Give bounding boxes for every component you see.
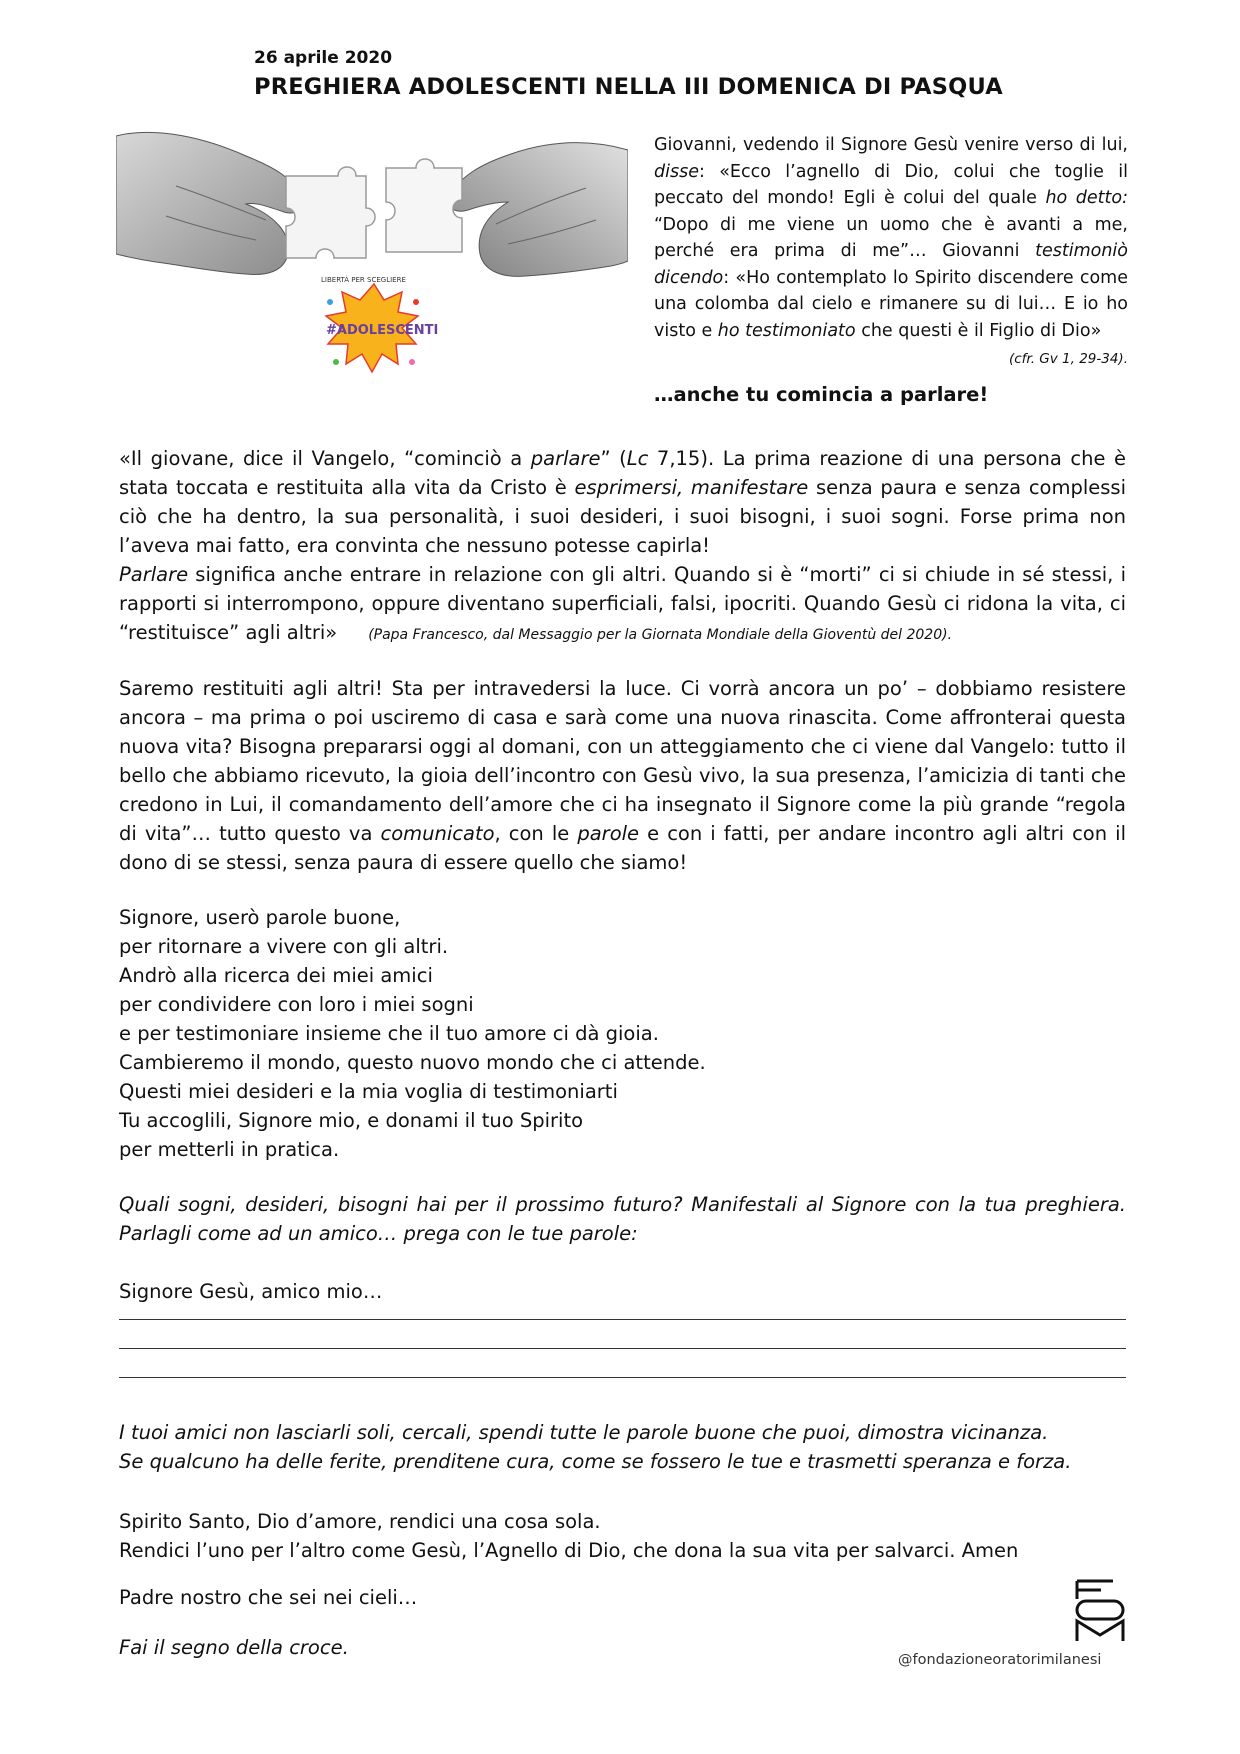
date: 26 aprile 2020	[254, 48, 393, 68]
prayer-verses	[119, 903, 1126, 1164]
reflection-paragraph: Saremo restituiti agli altri! Sta per intravedersi la luce. Ci vorrà ancora un po’ – dobbiamo resistere ancora – ma prima o poi usciremo di casa e sarà come una nuova rinascita. Come affronterai questa nuova vita? Bisogna prepararsi oggi al domani, con un atteggiamento che ci viene dal Vangelo: tutto il bello che abbiamo ricevuto, la gioia dell’incontro con Gesù vivo, la sua presenza, l’amicizia di tanti che credono in Lui, il comandamento dell’amore che ci ha insegnato il Signore come la più grande “regola di vita”… tutto questo va comunicato, con le parole e con i fatti, per andare incontro agli altri con il dono di se stessi, senza paura di essere quello che siamo!	[119, 677, 1126, 874]
gospel-text: ho detto:	[1045, 188, 1129, 208]
right-puzzle-piece	[386, 159, 462, 252]
social-handle: @fondazioneoratorimilanesi	[898, 1652, 1102, 1668]
prayer-line: per ritornare a vivere con gli altri.	[119, 935, 449, 958]
prayer-line: Cambieremo il mondo, questo nuovo mondo che ci attende.	[119, 1051, 706, 1074]
svg-text:#ADOLESCENTI: #ADOLESCENTI	[326, 323, 439, 338]
gospel-passage	[654, 132, 1128, 373]
gospel-text: che questi è il Figlio di Dio»	[855, 320, 1102, 341]
prayer-line: per metterli in pratica.	[119, 1138, 340, 1161]
svg-text:LIBERTÀ PER SCEGLIERE: LIBERTÀ PER SCEGLIERE	[321, 276, 406, 284]
gospel-text: Giovanni, vedendo il Signore Gesù venire verso di lui,	[654, 135, 1128, 155]
svg-text:FOM: FOM	[1073, 1577, 1076, 1578]
writing-line[interactable]	[119, 1319, 1126, 1320]
closing-prayer: Spirito Santo, Dio d’amore, rendici una cosa sola. Rendici l’uno per l’altro come Gesù, l’Agnello di Dio, che dona la sua vita per salvarci. Amen	[119, 1510, 1019, 1562]
left-hand	[116, 132, 303, 274]
hands-puzzle-illustration	[116, 116, 628, 391]
quote-reference: (Papa Francesco, dal Messaggio per la Giornata Mondiale della Gioventù del 2020).	[368, 627, 953, 643]
right-hand	[449, 143, 628, 277]
prayer-line: Tu accoglili, Signore mio, e donami il tuo Spirito	[119, 1109, 584, 1132]
pope-quote: «Il giovane, dice il Vangelo, “cominciò a parlare” (Lc 7,15). La prima reazione di una persona che è stata toccata e restituita alla vita da Cristo è esprimersi, manifestare senza paura e senza complessi ciò che ha dentro, la sua personalità, i suoi desideri, i suoi bisogni, i suoi sogni. Forse prima non l’aveva mai fatto, era convinta che nessuno potesse capirla! Parlare significa anche entrare in relazione con gli altri. Quando si è “morti” ci si chiude in sé stessi, i rapporti si interrompono, oppure diventano superficiali, falsi, ipocriti. Quando Gesù ci ridona la vita, ci “restituisce” agli altri» (Papa Francesco, dal Messaggio per la Giornata Mondiale della Gioventù del 2020).	[119, 447, 1126, 644]
sign-of-cross: Fai il segno della croce.	[119, 1636, 349, 1659]
prayer-line: e per testimoniare insieme che il tuo amore ci dà gioia.	[119, 1022, 659, 1045]
gospel-text: : «Ecco l’agnello di Dio, colui che toglie il peccato del mondo! Egli è colui del quale	[654, 161, 1128, 208]
prayer-line: Questi miei desideri e la mia voglia di testimoniarti	[119, 1080, 618, 1103]
gospel-text: ho testimoniato	[717, 320, 856, 341]
gospel-text: : «Ho contemplato lo Spirito discendere come una colomba dal cielo e rimanere su di lui… E io ho visto e	[654, 267, 1128, 341]
adolescenti-badge	[321, 275, 438, 372]
gospel-text: testimoniò dicendo	[654, 241, 1128, 288]
prayer-addressee: Signore Gesù, amico mio…	[119, 1280, 383, 1303]
prayer-line: Signore, userò parole buone,	[119, 906, 401, 929]
writing-lines	[119, 1305, 1126, 1378]
page-title: PREGHIERA ADOLESCENTI NELLA III DOMENICA DI PASQUA	[254, 74, 1003, 100]
reflection-question: Quali sogni, desideri, bisogni hai per il prossimo futuro? Manifestali al Signore con la tua preghiera. Parlagli come ad un amico… prega con le tue parole:	[119, 1193, 1126, 1245]
gospel-text: disse	[654, 161, 699, 182]
fom-logo	[1073, 1577, 1127, 1645]
gospel-text: “Dopo di me viene un uomo che è avanti a me, perché era prima di me”… Giovanni	[654, 214, 1128, 261]
writing-line[interactable]	[119, 1377, 1126, 1378]
claim-heading: …anche tu comincia a parlare!	[654, 383, 989, 406]
padre-nostro: Padre nostro che sei nei cieli…	[119, 1586, 418, 1609]
gospel-reference: (cfr. Gv 1, 29-34).	[1008, 351, 1128, 367]
left-puzzle-piece	[286, 167, 375, 258]
writing-line[interactable]	[119, 1348, 1126, 1349]
prayer-line: Andrò alla ricerca dei miei amici	[119, 964, 433, 987]
prayer-line: per condividere con loro i miei sogni	[119, 993, 474, 1016]
exhortation: I tuoi amici non lasciarli soli, cercali, spendi tutte le parole buone che puoi, dimostra vicinanza. Se qualcuno ha delle ferite, prenditene cura, come se fossero le tue e trasmetti speranza e forza.	[119, 1421, 1072, 1473]
